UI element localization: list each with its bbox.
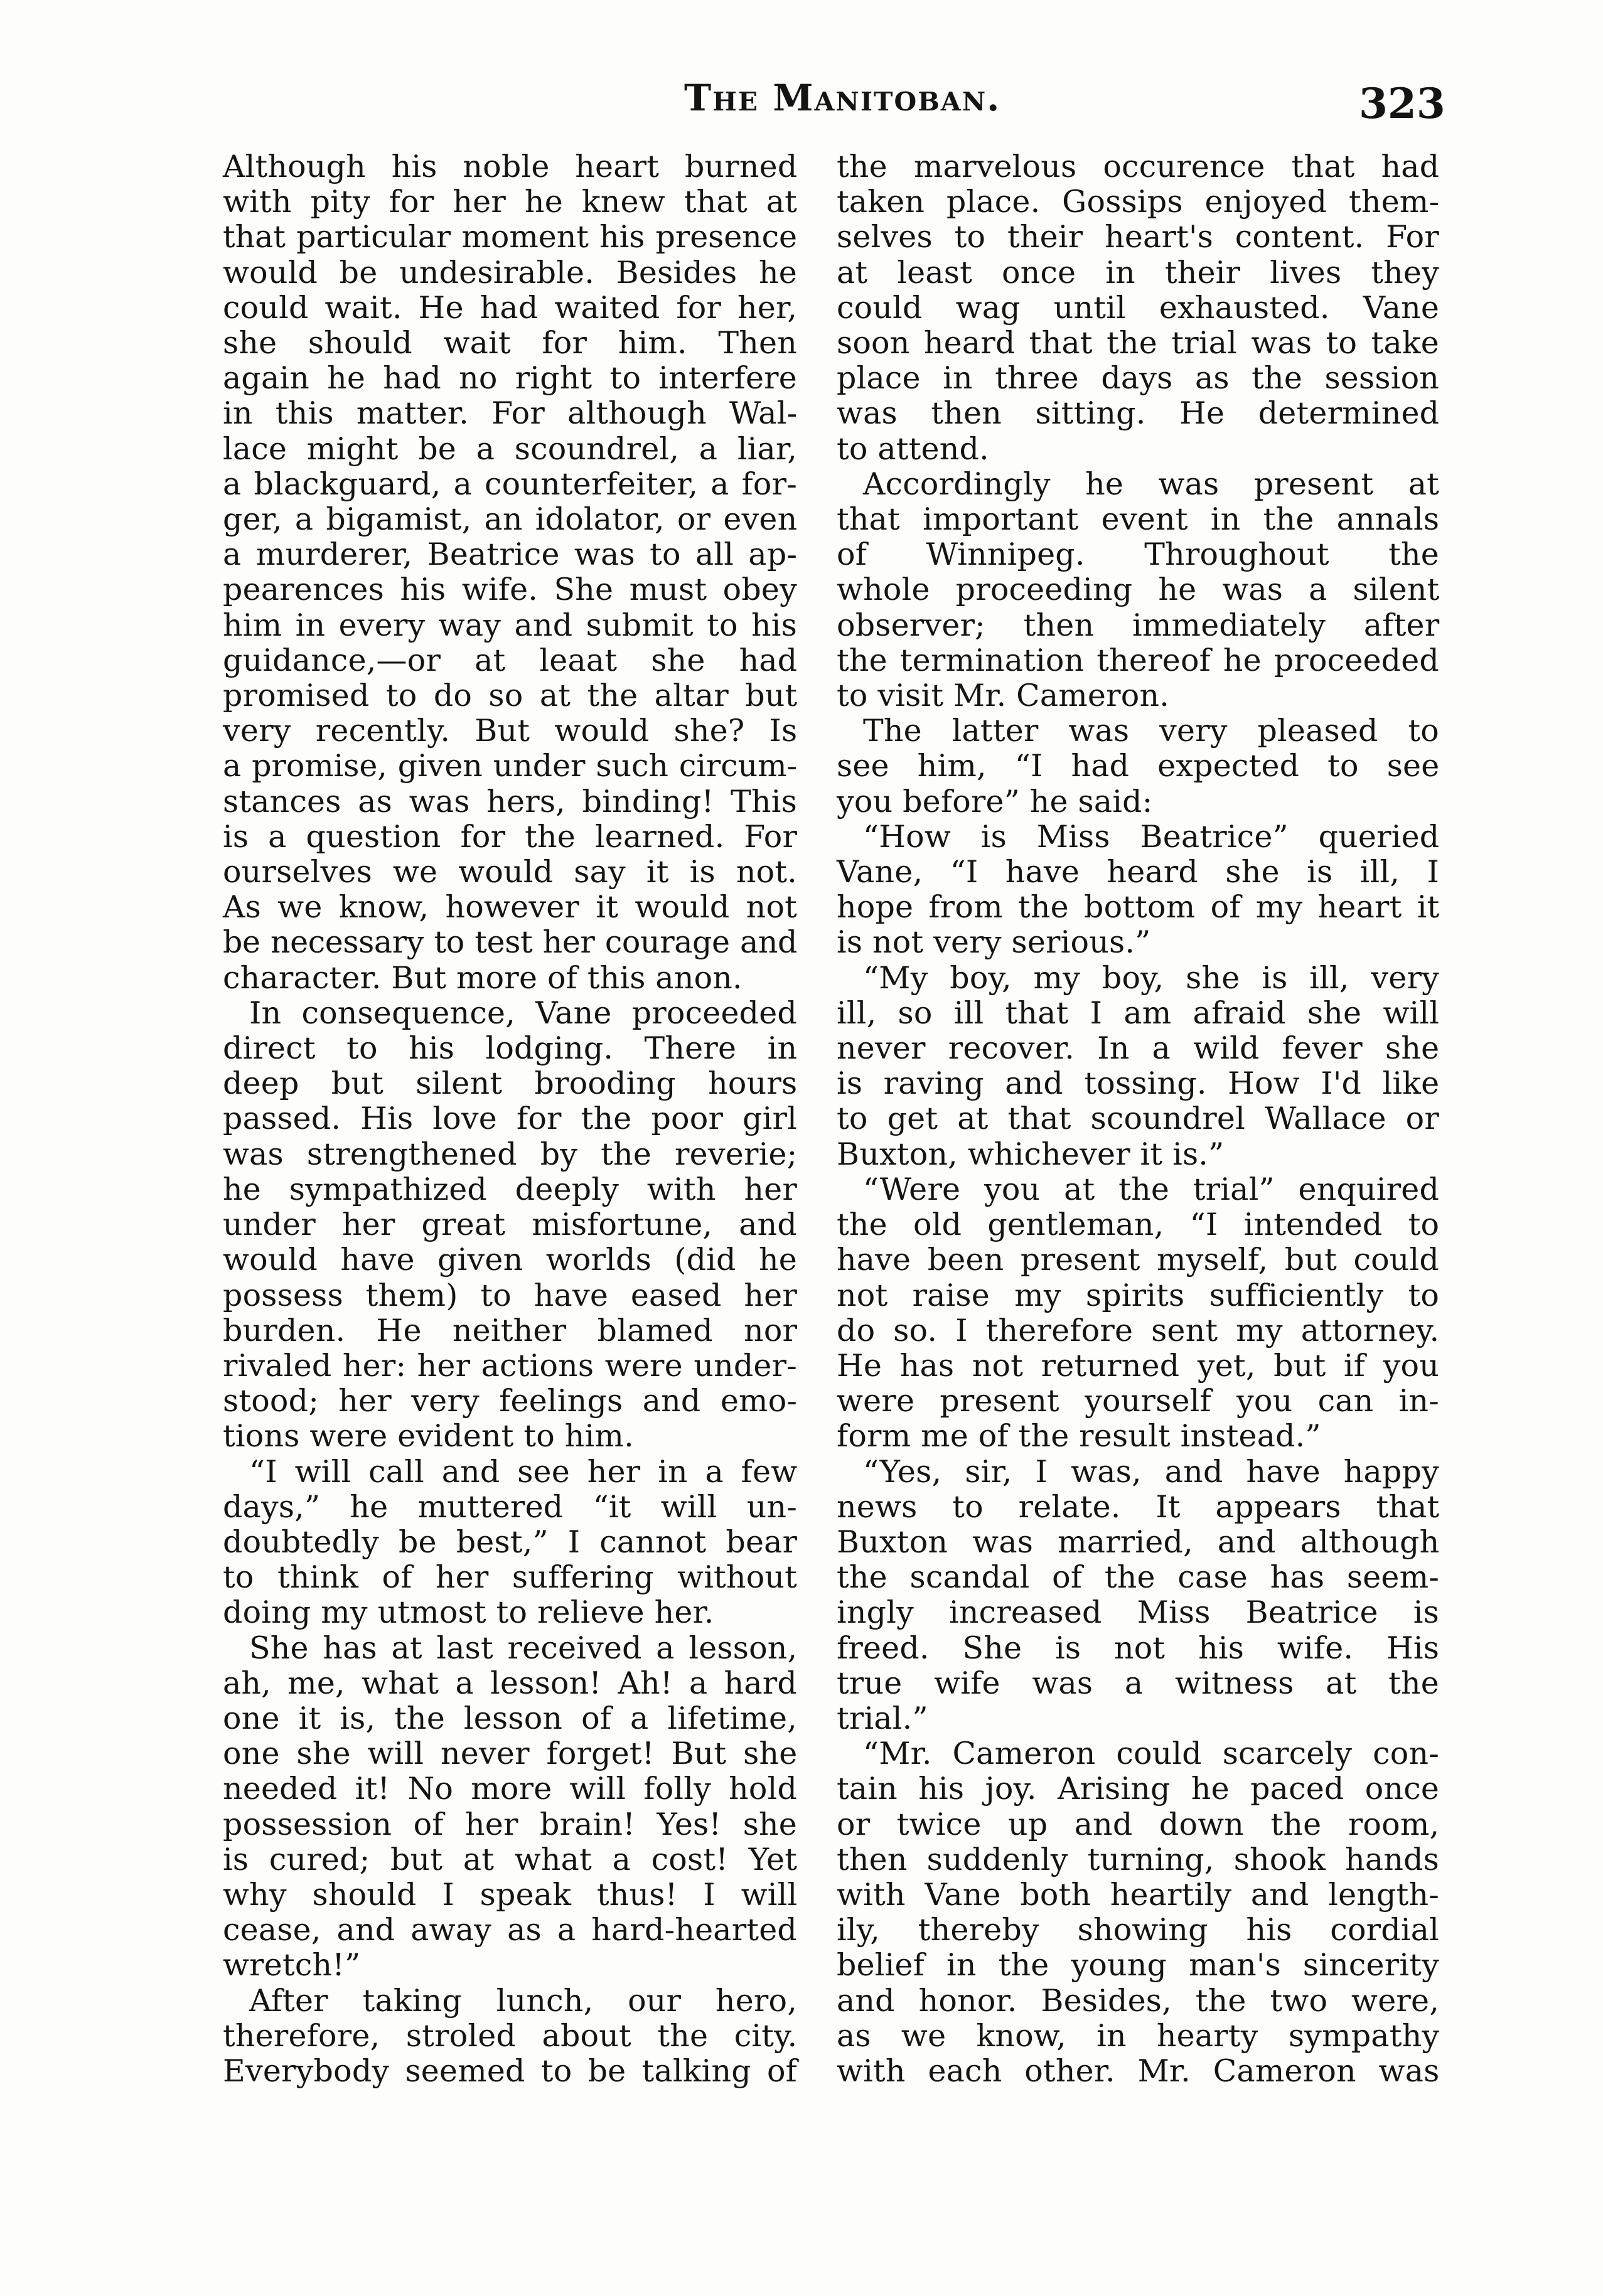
text-line: trial.” xyxy=(837,1700,928,1736)
text-line: ingly increased Miss Beatrice is xyxy=(837,1594,1439,1631)
text-line: do so. I therefore sent my attorney. xyxy=(837,1312,1440,1348)
text-line: a promise, given under such circum- xyxy=(223,748,797,784)
text-line: is cured; but at what a cost! Yet xyxy=(223,1841,798,1877)
text-line: again he had no right to interfere xyxy=(223,360,797,397)
text-line: possession of her brain! Yes! she xyxy=(223,1806,797,1842)
text-line: “How is Miss Beatrice” queried xyxy=(863,818,1440,855)
text-line: possess them) to have eased her xyxy=(223,1277,797,1313)
text-line: the termination thereof he proceeded xyxy=(837,642,1439,678)
text-line: ill, so ill that I am afraid she will xyxy=(837,995,1440,1031)
text-line: needed it! No more will folly hold xyxy=(223,1771,798,1807)
text-line: Buxton was married, and although xyxy=(837,1524,1440,1560)
text-line: in this matter. For although Wal- xyxy=(223,395,798,432)
text-line: ah, me, what a lesson! Ah! a hard xyxy=(223,1665,797,1701)
text-line: have been present myself, but could xyxy=(837,1242,1439,1278)
text-line: a blackguard, a counterfeiter, a for- xyxy=(223,466,797,502)
text-line: doing my utmost to relieve her. xyxy=(223,1594,714,1631)
text-line: therefore, stroled about the city. xyxy=(223,2017,798,2054)
text-line: Accordingly he was present at xyxy=(863,466,1439,502)
text-line: with Vane both heartily and length- xyxy=(837,1876,1439,1913)
running-title: The Manitoban. xyxy=(684,77,1001,119)
text-line: at least once in their lives they xyxy=(837,254,1439,291)
text-line: Vane, “I have heard she is ill, I xyxy=(837,854,1439,890)
text-line: to get at that scoundrel Wallace or xyxy=(837,1101,1439,1137)
text-line: observer; then immediately after xyxy=(837,607,1440,643)
text-line: be necessary to test her courage and xyxy=(223,924,797,961)
text-line: very recently. But would she? Is xyxy=(223,713,798,749)
left-text-column xyxy=(223,149,797,2089)
page-number: 323 xyxy=(1359,79,1445,128)
text-line: was then sitting. He determined xyxy=(837,395,1440,432)
text-line: After taking lunch, our hero, xyxy=(249,1982,797,2019)
text-line: Although his noble heart burned xyxy=(223,149,798,184)
text-line: form me of the result instead.” xyxy=(837,1418,1321,1455)
text-line: you before” he said: xyxy=(837,783,1153,820)
text-line: is raving and tossing. How I'd like xyxy=(837,1065,1440,1102)
text-line: tions were evident to him. xyxy=(223,1418,634,1455)
text-line: true wife was a witness at the xyxy=(837,1665,1439,1701)
text-line: as we know, in hearty sympathy xyxy=(837,2017,1440,2054)
text-line: wretch!” xyxy=(223,1947,361,1984)
text-line: “I will call and see her in a few xyxy=(249,1453,798,1490)
text-line: Buxton, whichever it is.” xyxy=(837,1136,1225,1172)
text-line: doubtedly be best,” I cannot bear xyxy=(223,1524,798,1560)
text-line: soon heard that the trial was to take xyxy=(837,325,1439,361)
text-line: one it is, the lesson of a lifetime, xyxy=(223,1700,798,1736)
text-line: promised to do so at the altar but xyxy=(223,678,798,714)
text-line: a murderer, Beatrice was to all ap- xyxy=(223,537,798,573)
text-line: selves to their heart's content. For xyxy=(837,219,1440,255)
text-line: “My boy, my boy, she is ill, very xyxy=(863,959,1439,996)
text-line: with pity for her he knew that at xyxy=(223,184,797,220)
text-line: cease, and away as a hard-hearted xyxy=(223,1912,797,1948)
text-line: he sympathized deeply with her xyxy=(223,1171,797,1207)
text-line: passed. His love for the poor girl xyxy=(223,1101,797,1137)
text-line: the old gentleman, “I intended to xyxy=(837,1207,1440,1243)
text-line: burden. He neither blamed nor xyxy=(223,1312,798,1348)
text-line: tain his joy. Arising he paced once xyxy=(837,1771,1440,1807)
text-line: to think of her suffering without xyxy=(223,1559,798,1596)
text-line: could wait. He had waited for her, xyxy=(223,289,797,326)
text-line: never recover. In a wild fever she xyxy=(837,1030,1440,1067)
text-line: of Winnipeg. Throughout the xyxy=(837,537,1439,573)
text-line: In consequence, Vane proceeded xyxy=(249,995,797,1031)
text-line: lace might be a scoundrel, a liar, xyxy=(223,430,797,467)
text-line: not raise my spirits sufficiently to xyxy=(837,1277,1440,1313)
text-line: to attend. xyxy=(837,430,989,467)
text-line: deep but silent brooding hours xyxy=(223,1065,798,1102)
text-line: or twice up and down the room, xyxy=(837,1806,1440,1842)
text-line: “Mr. Cameron could scarcely con- xyxy=(863,1736,1439,1772)
text-line: ger, a bigamist, an idolator, or even xyxy=(223,501,798,538)
text-line: that important event in the annals xyxy=(837,501,1440,538)
text-line: and honor. Besides, the two were, xyxy=(837,1982,1439,2019)
text-line: with each other. Mr. Cameron was xyxy=(837,2053,1440,2089)
text-line: could wag until exhausted. Vane xyxy=(837,289,1440,326)
text-line: belief in the young man's sincerity xyxy=(837,1947,1439,1984)
text-line: The latter was very pleased to xyxy=(863,713,1439,749)
text-line: whole proceeding he was a silent xyxy=(837,572,1440,608)
text-line: place in three days as the session xyxy=(837,360,1440,397)
text-line: pearences his wife. She must obey xyxy=(223,572,797,608)
text-line: stances as was hers, binding! This xyxy=(223,783,797,820)
text-line: one she will never forget! But she xyxy=(223,1736,798,1772)
text-line: to visit Mr. Cameron. xyxy=(837,678,1169,714)
text-line: stood; her very feelings and emo- xyxy=(223,1383,798,1419)
text-line: she should wait for him. Then xyxy=(223,325,797,361)
text-line: would have given worlds (did he xyxy=(223,1242,797,1278)
text-line: ily, thereby showing his cordial xyxy=(837,1912,1439,1948)
right-text-column xyxy=(837,149,1439,2089)
text-line: were present yourself you can in- xyxy=(837,1383,1439,1419)
text-line: the marvelous occurence that had xyxy=(837,149,1440,184)
text-line: under her great misfortune, and xyxy=(223,1207,797,1243)
text-line: “Were you at the trial” enquired xyxy=(863,1171,1440,1207)
text-line: news to relate. It appears that xyxy=(837,1488,1440,1525)
text-line: is a question for the learned. For xyxy=(223,818,798,855)
text-line: ourselves we would say it is not. xyxy=(223,854,797,890)
text-line: that particular moment his presence xyxy=(223,219,797,255)
text-line: As we know, however it would not xyxy=(223,889,798,926)
text-line: “Yes, sir, I was, and have happy xyxy=(863,1453,1439,1490)
text-line: then suddenly turning, shook hands xyxy=(837,1841,1439,1877)
text-line: would be undesirable. Besides he xyxy=(223,254,797,291)
text-line: him in every way and submit to his xyxy=(223,607,797,643)
text-line: taken place. Gossips enjoyed them- xyxy=(837,184,1440,220)
text-line: character. But more of this anon. xyxy=(223,959,743,996)
text-line: the scandal of the case has seem- xyxy=(837,1559,1439,1596)
text-line: freed. She is not his wife. His xyxy=(837,1630,1440,1666)
text-line: days,” he muttered “it will un- xyxy=(223,1488,797,1525)
text-line: was strengthened by the reverie; xyxy=(223,1136,798,1172)
text-line: why should I speak thus! I will xyxy=(223,1876,798,1913)
text-line: rivaled her: her actions were under- xyxy=(223,1347,797,1384)
text-line: see him, “I had expected to see xyxy=(837,748,1440,784)
text-line: guidance,—or at leaat she had xyxy=(223,642,798,678)
text-line: She has at last received a lesson, xyxy=(249,1630,798,1666)
text-line: is not very serious.” xyxy=(837,924,1151,961)
text-line: direct to his lodging. There in xyxy=(223,1030,798,1067)
text-line: hope from the bottom of my heart it xyxy=(837,889,1440,926)
text-line: Everybody seemed to be talking of xyxy=(223,2053,797,2089)
text-line: He has not returned yet, but if you xyxy=(837,1347,1439,1384)
